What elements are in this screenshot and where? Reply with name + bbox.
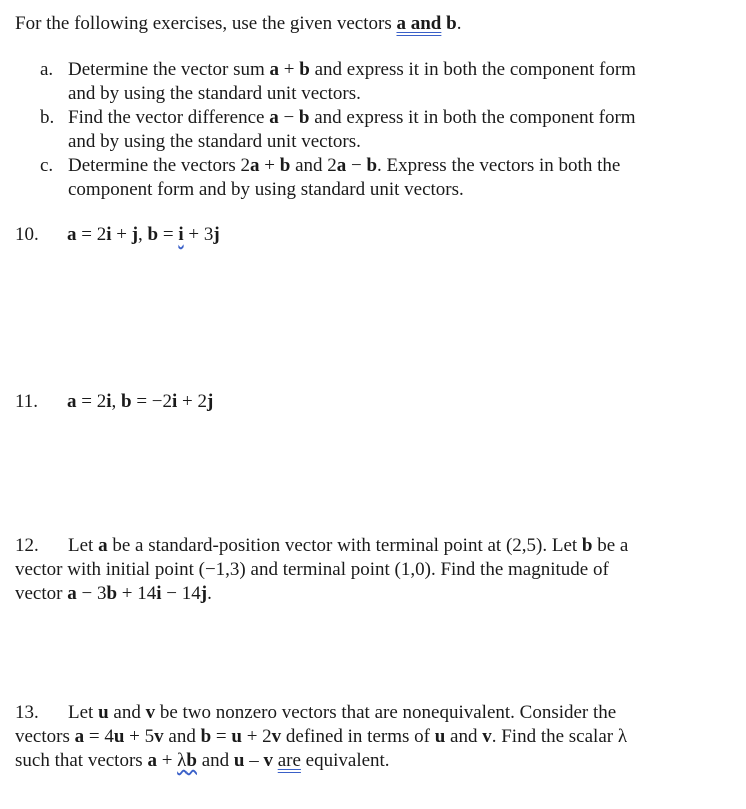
task-label: b. <box>40 107 55 128</box>
task-label: a. <box>40 59 54 80</box>
problem-number: 10. <box>15 224 39 245</box>
problem-13: 13. Let u and v be two nonzero vectors that are nonequivalent. Consider the vectors a = 4u + 5v and b = u + 2v defined in terms of u and v. Find the scalar λ such that vectors a + λb and u – v are equivalent. <box>15 702 628 771</box>
problem-number: 11. <box>15 391 39 412</box>
task-label: c. <box>40 155 54 176</box>
problem-11: 11. a = 2i, b = −2i + 2j <box>15 391 214 412</box>
problem-number: 12. <box>15 535 39 556</box>
problem-10: 10. a = 2i + j, b = i + 3j <box>15 224 220 245</box>
task-b: b. Find the vector difference a − b and express it in both the component form and by using the standard unit vectors. <box>40 107 636 152</box>
task-list <box>40 58 710 202</box>
task-a: a. Determine the vector sum a + b and express it in both the component form and by using the standard unit vectors. <box>40 59 636 104</box>
problem-number: 13. <box>15 702 39 723</box>
intro-text: For the following exercises, use the given vectors <box>15 13 397 34</box>
vector-a-and: a and <box>396 13 442 34</box>
task-c: c. Determine the vectors 2a + b and 2a − b. Express the vectors in both the component form and by using standard unit vectors. <box>40 155 621 200</box>
instructions: For the following exercises, use the given vectors a and b. <box>15 13 462 34</box>
problem-12: 12. Let a be a standard-position vector with terminal point at (2,5). Let b be a vector with initial point (−1,3) and terminal point (1,0). Find the magnitude of vector a − 3b + 14i − 14j. <box>15 535 629 604</box>
vector-b: b <box>446 13 457 34</box>
